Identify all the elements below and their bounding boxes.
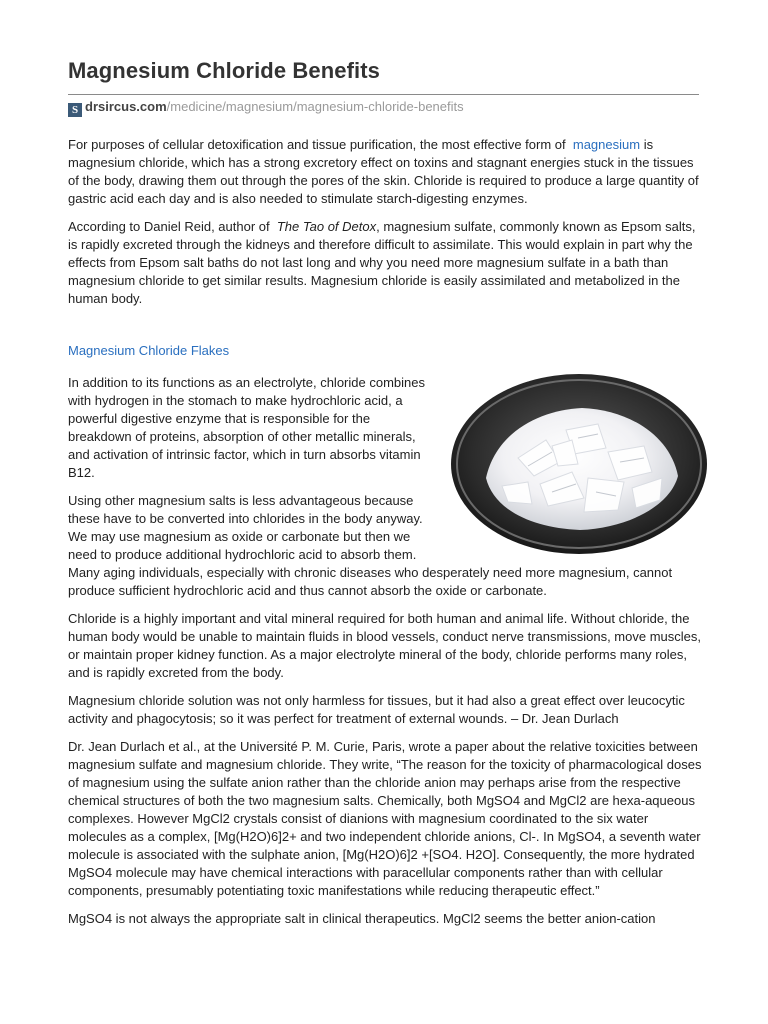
source-path: /medicine/magnesium/magnesium-chloride-benefits [166,99,464,114]
title-divider [68,94,699,95]
paragraph-1: For purposes of cellular detoxification and tissue purification, the most effective form of magnesium is magnesium chloride, which has a strong excretory effect on toxins and stagnant energies stuck in the tissues of the body, drawing them out through the pores of the skin. Chloride is required to produce a large quantity of gastric acid each day and is also needed to stimulate starch-digesting enzymes. [68,137,699,206]
paragraph-4: Using other magnesium salts is less advantageous because these have to be converted into chlorides in the body anyway. We may use magnesium as oxide or carbonate but then we need to produce additional hydrochloric acid to absorb them. Many aging individuals, especially with chronic diseases who desperately need more magnesium, cannot produce sufficient hydrochloric acid and thus cannot absorb the oxide or carbonate. [68,493,673,598]
paragraph-7: Dr. Jean Durlach et al., at the Université P. M. Curie, Paris, wrote a paper about the relative toxicities between magnesium sulfate and magnesium chloride. They write, “The reason for the toxicity of pharmacological doses of magnesium using the sulfate anion rather than the chloride anion may perhaps arise from the respective chemical structures of both the two magnesium salts. Chemically, both MgSO4 and MgCl2 are hexa-aqueous complexes. However MgCl2 crystals consist of dianions with magnesium coordinated to the six water molecules as a complex, [Mg(H2O)6]2+ and two independent chloride anions, Cl-. In MgSO4, a seventh water molecule is associated with the sulphate anion, [Mg(H2O)6]2 +[SO4. H2O]. Consequently, the more hydrated MgSO4 molecule may have chemical interactions with paracellular components rather than with cellular components, presumably potentiating toxic manifestations while reducing therapeutic effect.” [68,739,702,898]
paragraph-6: Magnesium chloride solution was not only harmless for tissues, but it had also a great effect over leucocytic activity and phagocytosis; so it was perfect for treatment of external wounds. – Dr. Jean Durlach [68,693,685,726]
paragraph-3: In addition to its functions as an electrolyte, chloride combines with hydrogen in the stomach to make hydrochloric acid, a powerful digestive enzyme that is responsible for the breakdown of proteins, absorption of other metallic minerals, and activation of intrinsic factor, which in turn absorbs vitamin B12. [68,375,425,480]
source-line [68,99,464,117]
magnesium-link[interactable]: magnesium [572,137,641,152]
site-favicon-icon: S [68,103,82,117]
book-title: The Tao of Detox [276,219,377,234]
page-title: Magnesium Chloride Benefits [68,58,380,83]
paragraph-8: MgSO4 is not always the appropriate salt in clinical therapeutics. MgCl2 seems the better anion-cation [68,911,656,926]
magnesium-chloride-flakes-image [448,366,710,556]
paragraph-5: Chloride is a highly important and vital mineral required for both human and animal life. Without chloride, the human body would be unable to maintain fluids in blood vessels, conduct nerve transmissions, move muscles, or maintain proper kidney function. As a major electrolyte mineral of the body, chloride performs many roles, and is rapidly excreted from the body. [68,611,702,680]
paragraph-2: According to Daniel Reid, author of The Tao of Detox, magnesium sulfate, commonly known as Epsom salts, is rapidly excreted through the kidneys and therefore difficult to assimilate. This would explain in part why the effects from Epsom salt baths do not last long and why you need more magnesium sulfate in a bath than magnesium chloride to get similar results. Magnesium chloride is easily assimilated and metabolized in the human body. [68,219,696,306]
section-heading: Magnesium Chloride Flakes [68,343,230,358]
article-body [68,136,704,938]
source-domain-link[interactable]: drsircus.com [85,99,167,114]
